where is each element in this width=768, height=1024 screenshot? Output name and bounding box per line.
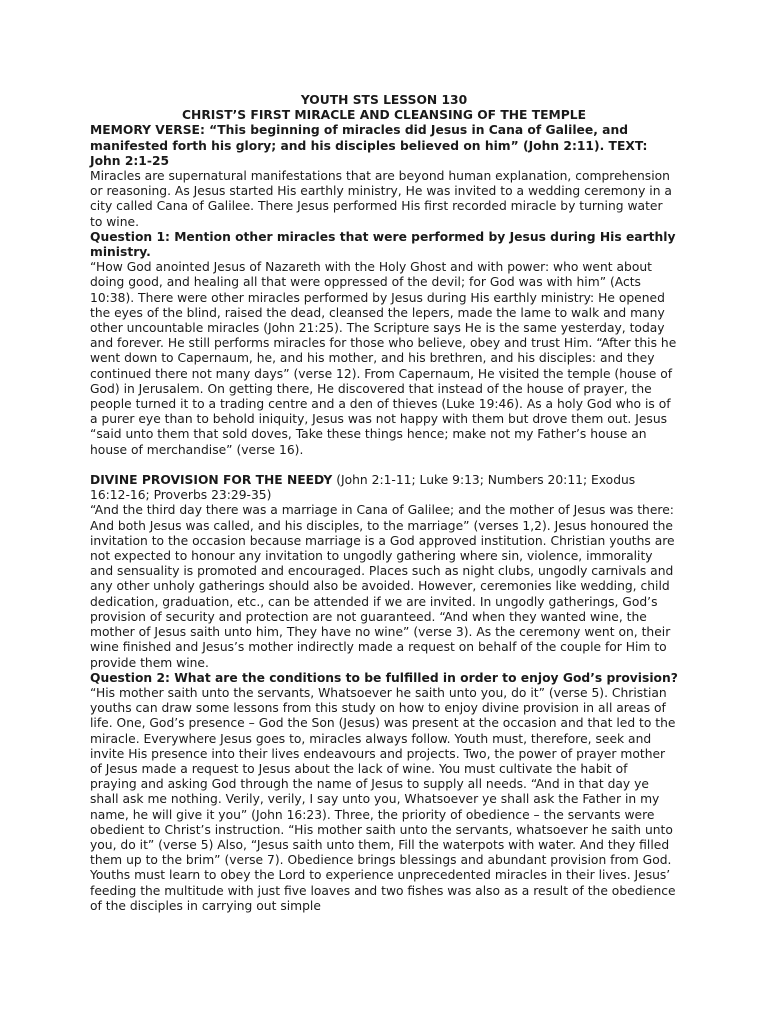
question-1 xyxy=(90,230,678,260)
question-2 xyxy=(90,671,678,686)
memory-verse-text: MEMORY VERSE: “This beginning of miracles did Jesus in Cana of Galilee, and manifested forth his glory; and his disciples believed on him” (John 2:11). TEXT: John 2:1-25 xyxy=(90,123,648,168)
lesson-topic-title: CHRIST’S FIRST MIRACLE AND CLEANSING OF THE TEMPLE xyxy=(182,108,586,123)
lesson-number-title: YOUTH STS LESSON 130 xyxy=(300,93,468,107)
section-paragraph xyxy=(90,473,678,503)
section-references: (John 2:1-11; Luke 9:13; Numbers 20:11; Exodus 16:12-16; Proverbs 23:29-35) xyxy=(90,473,636,503)
answer-1-paragraph: “How God anointed Jesus of Nazareth with the Holy Ghost and with power: who went about doing good, and healing all that were oppressed of the devil; for God was with him” (Acts 10:38). There were other miracles performed by Jesus during His earthly ministry: He opened the eyes of the blind, raised the dead, cleansed the lepers, made the lame to walk and many other uncountable miracles (John 21:25). The Scripture says He is the same yesterday, today and forever. He still performs miracles for those who believe, obey and trust Him. “After this he went down to Capernaum, he, and his mother, and his brethren, and his disciples: and they continued there not many days” (verse 12). From Capernaum, He visited the temple (house of God) in Jerusalem. On getting there, He discovered that instead of the house of prayer, the people turned it to a trading centre and a den of thieves (Luke 19:46). As a holy God who is of a purer eye than to behold iniquity, Jesus was not happy with them but drove them out. Jesus “said unto them that sold doves, Take these things hence; make not my Father’s house an house of merchandise” (verse 16). xyxy=(90,260,677,457)
answer-2-paragraph: “His mother saith unto the servants, Whatsoever he saith unto you, do it” (verse 5). Christian youths can draw some lessons from this study on how to enjoy divine provision in all areas of life. One, God’s presence – God the Son (Jesus) was present at the occasion and that led to the miracle. Everywhere Jesus goes to, miracles always follow. Youth must, therefore, seek and invite His presence into their lives endeavours and projects. Two, the power of prayer mother of Jesus made a request to Jesus about the lack of wine. You must cultivate the habit of praying and asking God through the name of Jesus to supply all needs. “And in that day ye shall ask me nothing. Verily, verily, I say unto you, Whatsoever ye shall ask the Father in my name, he will give it you” (John 16:23). Three, the priority of obedience – the servants were obedient to Christ’s instruction. “His mother saith unto the servants, whatsoever he saith unto you, do it” (verse 5) Also, “Jesus saith unto them, Fill the waterpots with water. And they filled them up to the brim” (verse 7). Obedience brings blessings and abundant provision from God. Youths must learn to obey the Lord to experience unprecedented miracles in their lives. Jesus’ feeding the multitude with just five loaves and two fishes was also as a result of the obedience of the disciples in carrying out simple xyxy=(90,685,676,913)
question-1-text: Question 1: Mention other miracles that were performed by Jesus during His earthly ministry. xyxy=(90,229,676,260)
intro-paragraph: Miracles are supernatural manifestations that are beyond human explanation, comprehension or reasoning. As Jesus started His earthly ministry, He was invited to a wedding ceremony in a city called Cana of Galilee. There Jesus performed His first recorded miracle by turning water to wine. xyxy=(90,169,672,229)
question-2-text: Question 2: What are the conditions to be fulfilled in order to enjoy God’s provision? xyxy=(90,670,678,685)
paragraph-spacer xyxy=(90,458,678,473)
memory-verse xyxy=(90,123,678,169)
section-heading: DIVINE PROVISION FOR THE NEEDY xyxy=(90,473,333,488)
document-page xyxy=(90,93,678,914)
section-body-paragraph: “And the third day there was a marriage in Cana of Galilee; and the mother of Jesus was there: And both Jesus was called, and his disciples, to the marriage” (verses 1,2). Jesus honoured the invitation to the occasion because marriage is a God approved institution. Christian youths are not expected to honour any invitation to ungodly gathering where sin, violence, immorality and sensuality is promoted and encouraged. Places such as night clubs, ungodly carnivals and any other unholy gatherings should also be avoided. However, ceremonies like wedding, child dedication, graduation, etc., can be attended if we are invited. In ungodly gatherings, God’s provision of security and protection are not guaranteed. “And when they wanted wine, the mother of Jesus saith unto him, They have no wine” (verse 3). As the ceremony went on, their wine finished and Jesus’s mother indirectly made a request on behalf of the couple for Him to provide them wine. xyxy=(90,503,675,670)
